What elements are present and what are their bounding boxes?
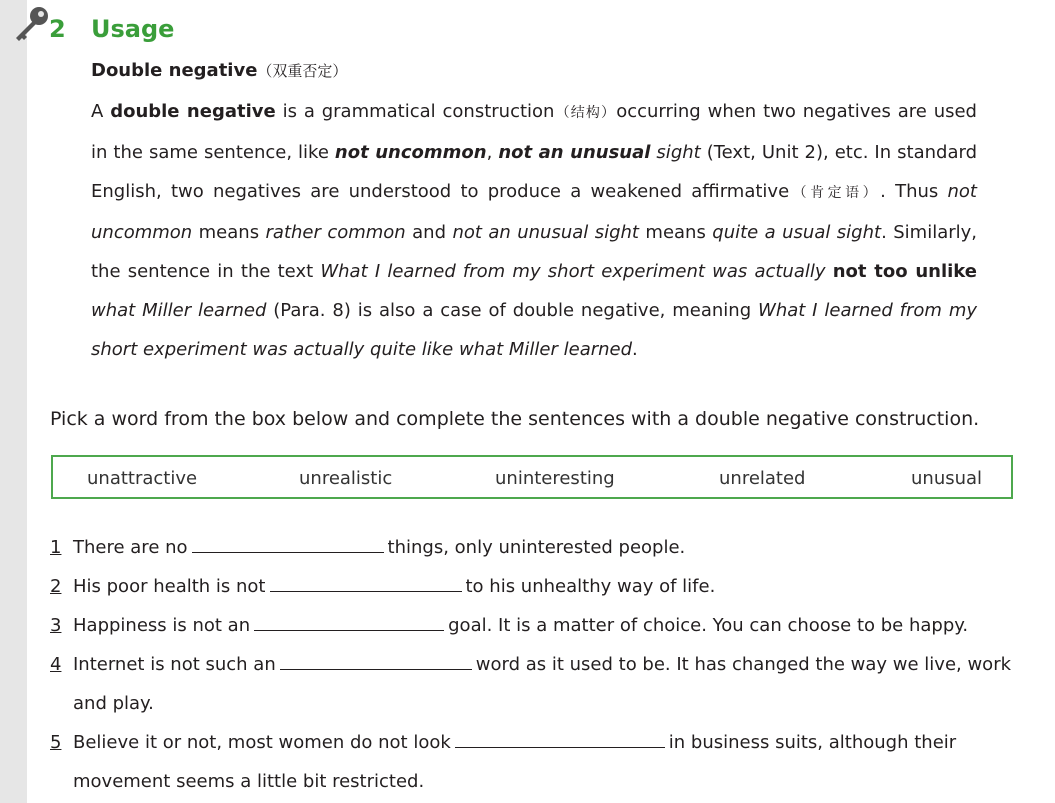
item-text-before: Believe it or not, most women do not look	[73, 732, 451, 753]
list-item	[73, 654, 1011, 675]
answer-blank[interactable]	[270, 591, 462, 592]
para-italic: What I learned from my short experiment was actually quite like what Miller learned	[91, 300, 978, 360]
para-italic: quite a usual sight	[712, 222, 882, 243]
margin-strip	[0, 0, 27, 803]
para-text: A	[91, 101, 111, 122]
word-box-item: unrealistic	[299, 468, 393, 489]
item-text-after: goal. It is a matter of choice. You can choose to be happy.	[448, 615, 969, 636]
para-text: . Thus	[880, 181, 948, 202]
list-item	[73, 537, 685, 558]
section-number: 2	[49, 15, 66, 43]
word-box	[51, 455, 1013, 499]
answer-blank[interactable]	[455, 747, 665, 748]
word-box-item: unusual	[911, 468, 983, 489]
item-text-before: Internet is not such an	[73, 654, 276, 675]
para-text: means	[192, 222, 266, 243]
answer-blank[interactable]	[280, 669, 472, 670]
para-italic: not an unusual sight	[452, 222, 639, 243]
item-text-after: in business suits, although their	[668, 732, 957, 753]
para-chinese: （肯定语）	[789, 185, 881, 201]
para-italic: sight	[650, 142, 701, 163]
para-bold: double negative	[110, 101, 276, 122]
para-italic: What I learned from my short experiment was actually	[320, 261, 833, 282]
answer-blank[interactable]	[254, 630, 444, 631]
para-text: . Similarly, the sentence in the text	[91, 222, 977, 282]
para-text: .	[632, 339, 638, 360]
item-number: 1	[50, 537, 62, 558]
exercise-instruction: Pick a word from the box below and complete the sentences with a double negative construction.	[50, 408, 980, 430]
answer-blank[interactable]	[192, 552, 384, 553]
word-box-item: unattractive	[87, 468, 198, 489]
para-text: (Para. 8) is also a case of double negative, meaning	[266, 300, 759, 321]
para-italic: rather common	[265, 222, 406, 243]
item-text-after: things, only uninterested people.	[387, 537, 686, 558]
item-text-before: There are no	[73, 537, 188, 558]
para-text: is a grammatical construction	[275, 101, 555, 122]
section-title: Usage	[91, 15, 175, 43]
para-bold: not too unlike	[832, 261, 977, 282]
item-text-before: His poor health is not	[73, 576, 266, 597]
usage-paragraph	[91, 92, 977, 369]
list-item	[73, 576, 715, 597]
key-icon	[10, 3, 52, 45]
para-text: (Text, Unit 2), etc. In standard English, two negatives are understood to produce a weakened affirmative	[91, 142, 977, 202]
item-continuation: movement seems a little bit restricted.	[73, 771, 425, 792]
subheading-text: Double negative	[91, 60, 258, 81]
subheading-chinese: （双重否定）	[257, 62, 348, 80]
para-chinese: （结构）	[554, 105, 617, 121]
item-number: 2	[50, 576, 62, 597]
word-box-item: unrelated	[719, 468, 806, 489]
para-text: ,	[486, 142, 499, 163]
para-text: occurring when two negatives are used in the same sentence, like	[91, 101, 977, 163]
para-bold-italic: not an unusual	[498, 142, 651, 163]
item-text-before: Happiness is not an	[73, 615, 251, 636]
para-text: and	[405, 222, 453, 243]
word-box-item: uninteresting	[495, 468, 615, 489]
item-number: 4	[50, 654, 62, 675]
item-number: 5	[50, 732, 62, 753]
para-bold-italic: not uncommon	[334, 142, 487, 163]
item-number: 3	[50, 615, 62, 636]
para-text: means	[638, 222, 713, 243]
list-item	[73, 732, 956, 753]
para-italic: what Miller learned	[91, 300, 267, 321]
subheading	[91, 60, 347, 81]
item-text-after: word as it used to be. It has changed the way we live, work	[475, 654, 1012, 675]
list-item	[73, 615, 968, 636]
item-text-after: to his unhealthy way of life.	[465, 576, 716, 597]
item-continuation: and play.	[73, 693, 154, 714]
para-italic: not uncommon	[91, 181, 977, 243]
